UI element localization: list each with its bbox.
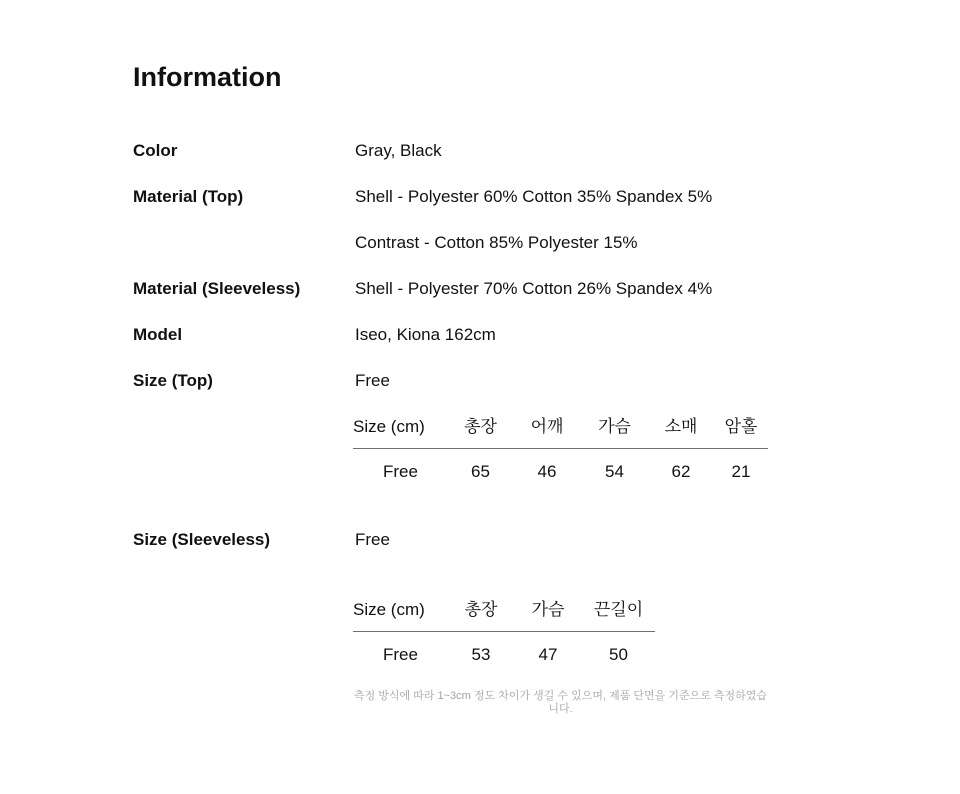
table-data-cell: 65 [471,462,490,481]
table-data-cell: 50 [609,645,628,664]
table-header-cell: 암홀 [714,417,768,449]
table-data-cell: 21 [731,462,751,481]
info-row-value: Contrast - Cotton 85% Polyester 15% [355,233,638,252]
table-data-cell: Free [383,645,418,664]
info-row-size-sleeveless [133,530,960,549]
table-header-cell: Size (cm) [353,417,448,449]
table-data-cell: 47 [538,645,558,664]
table-header-cell: 총장 [448,600,514,632]
size-top-table [353,417,768,481]
info-rows [133,141,960,390]
size-sleeveless-table [353,600,655,664]
info-row-label: Size (Top) [133,371,213,390]
table-data-cell: Free [383,462,418,481]
info-row-value: Gray, Black [355,141,442,160]
info-row-label: Material (Sleeveless) [133,279,301,298]
info-row-label: Size (Sleeveless) [133,530,271,549]
table-header-cell: 어깨 [513,417,581,449]
measurement-note: 측정 방식에 따라 1~3cm 정도 차이가 생길 수 있으며, 제품 단면을 기준으로 측정하였습니다. [353,690,768,715]
table-header-cell: 소매 [648,417,714,449]
info-row-color [133,141,960,160]
size-sleeveless-table-data-row [353,632,655,665]
size-top-table-header-row [353,417,768,449]
info-row-value: Free [355,371,390,390]
table-header-cell: 끈길이 [582,600,655,632]
table-data-cell: 54 [605,462,624,481]
info-row-value: Shell - Polyester 70% Cotton 26% Spandex 4% [355,279,713,298]
info-row-material-top [133,187,960,206]
info-row-material-sleeveless [133,279,960,298]
table-data-cell: 53 [471,645,491,664]
table-header-cell: 가슴 [514,600,582,632]
info-row-label: Color [133,141,178,160]
info-row-value: Free [355,530,390,549]
info-row-value: Iseo, Kiona 162cm [355,325,496,344]
size-top-table-data-row [353,449,768,482]
page-title: Information [133,62,282,92]
table-header-cell: Size (cm) [353,600,448,632]
table-data-cell: 46 [537,462,557,481]
info-row-model [133,325,960,344]
table-header-cell: 가슴 [581,417,648,449]
info-row-value: Shell - Polyester 60% Cotton 35% Spandex 5% [355,187,713,206]
info-row-label: Model [133,325,183,344]
info-row-material-top-contrast [133,233,960,252]
table-data-cell: 62 [671,462,691,481]
size-sleeveless-table-header-row [353,600,655,632]
info-row-label: Material (Top) [133,187,244,206]
table-header-cell: 총장 [448,417,513,449]
info-row-size-top [133,371,960,390]
